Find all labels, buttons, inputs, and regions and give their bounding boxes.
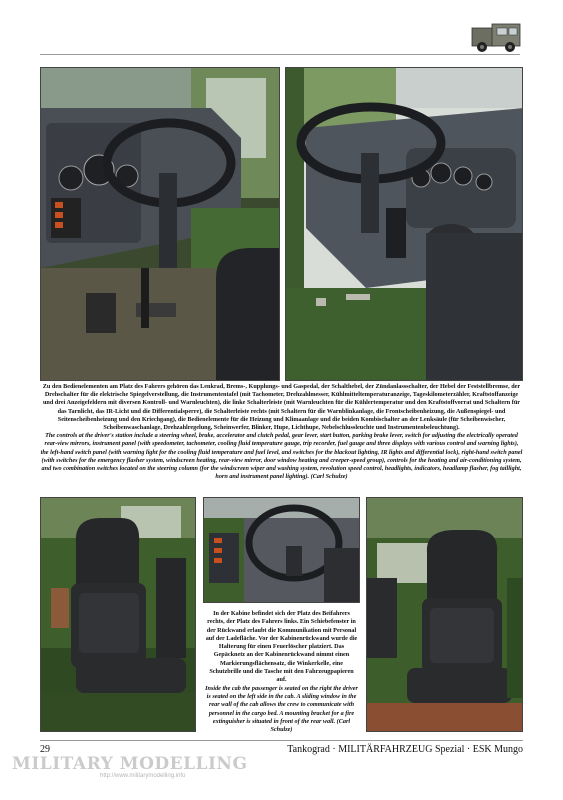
cab-caption-german: In der Kabine befindet sich der Platz des Beifahrers rechts, der Platz des Fahrers links. Ein Schiebefenster in der Rückwand erlaubt die Kommunikation mit Personal auf der Ladefläche. Vor der Kabinenrückwand wurde die Halterung für einen Feuerlöscher platziert. Das Gepäcknetz an der Kabinenrückwand nimmt einen Markierungsflächensatz, die Winkerkelle, eine Schutzbrille und die Tasche mit den Fahrzeugpapieren auf. — [205, 610, 358, 684]
cab-caption — [205, 610, 358, 734]
watermark-logo: MILITARY MODELLING — [12, 754, 248, 774]
main-caption — [40, 383, 523, 481]
header-rule — [40, 54, 520, 55]
cab-caption-credit: (Carl Schulze) — [270, 717, 351, 734]
page-number: 29 — [40, 744, 50, 755]
footer-rule — [40, 740, 523, 741]
main-caption-english: The controls at the driver's station include a steering wheel, brake, accelerator and clutch pedal, gear lever, start button, parking brake lever, switch for adjusting the electrically operated rear-view mirrors, instrument panel (with speedometer, tachometer, cooling fluid temperature gauge, trip recorder, fuel gauge and three displays with various control and warning lights), the left-hand switch panel (with warning light for the cooling fluid temperature and fuel level, and switches for the blackout lighting, IR lights and differential lock), right-hand switch panel (with switches for the emergency flasher system, windscreen heating, rear-view mirror, door window heating and creeper-speed group), controls for the heating and air-conditioning system, and two combination switches located on the steering column (for the windscreen wiper and washing system, revolution speed control, headlights, indicators, headlamp flasher, fog taillight, horn and instrument panel lighting). (Carl Schulze) — [40, 432, 523, 481]
photo-driver-seat — [366, 497, 523, 732]
photo-steering-wheel-top — [203, 497, 360, 603]
main-caption-german: Zu den Bedienelementen am Platz des Fahrers gehören das Lenkrad, Brems-, Kupplungs- und Gaspedal, der Schalthebel, der Zündanlassschalter, der Hebel der Feststellbremse, der Drehschalter für die elektrische Spiegelverstellung, die Instrumententafel (mit Tachometer, Drehzahlmesser, Kühlmitteltemperaturanzeige, Tageskilometerzähler, Kraftstoffanzeige und drei Anzeigefeldern mit diversen Kontroll- und Warnleuchten), die linke Schalterleiste (mit Warnleuchten für die Kühlertemperatur und den Kraftstoffvorrat und Schaltern für das Tarnlicht, das IR-Licht und die Differentialsperre), die Schalterleiste rechts (mit Schaltern für die Warnblinkanlage, die Frontscheibenheizung, die Außenspiegel- und Seitenscheibenheizung und den Kriechgang), die Bedienelemente für die Heizung und Klimaanlage und die beiden Kombischalter an der Lenksäule (für Scheibenwischer, Scheibenwaschanlage, Drehzahlregelung, Scheinwerfer, Blinker, Hupe, Lichthupe, Nebelschlussleuchte und Instrumentenbeleuchtung). — [42, 383, 521, 432]
photo-driver-station-right — [285, 67, 523, 381]
footer-publication-title: Tankograd · MILITÄRFAHRZEUG Spezial · ESK Mungo — [287, 744, 523, 755]
vehicle-logo-icon — [470, 20, 524, 54]
photo-driver-station-left — [40, 67, 280, 381]
watermark-url: http://www.militarymodelling.info — [100, 773, 186, 779]
cab-caption-english-text: Inside the cab the passenger is seated on the right the driver is seated on the left side in the cab. A sliding window in the rear wall of the cab allows the crew to communicate with personnel in the cargo bed. A mounting bracket for a fire extinguisher is situated in front of the rear wall. — [205, 684, 358, 725]
photo-passenger-seat — [40, 497, 196, 732]
cab-caption-english — [205, 685, 358, 735]
